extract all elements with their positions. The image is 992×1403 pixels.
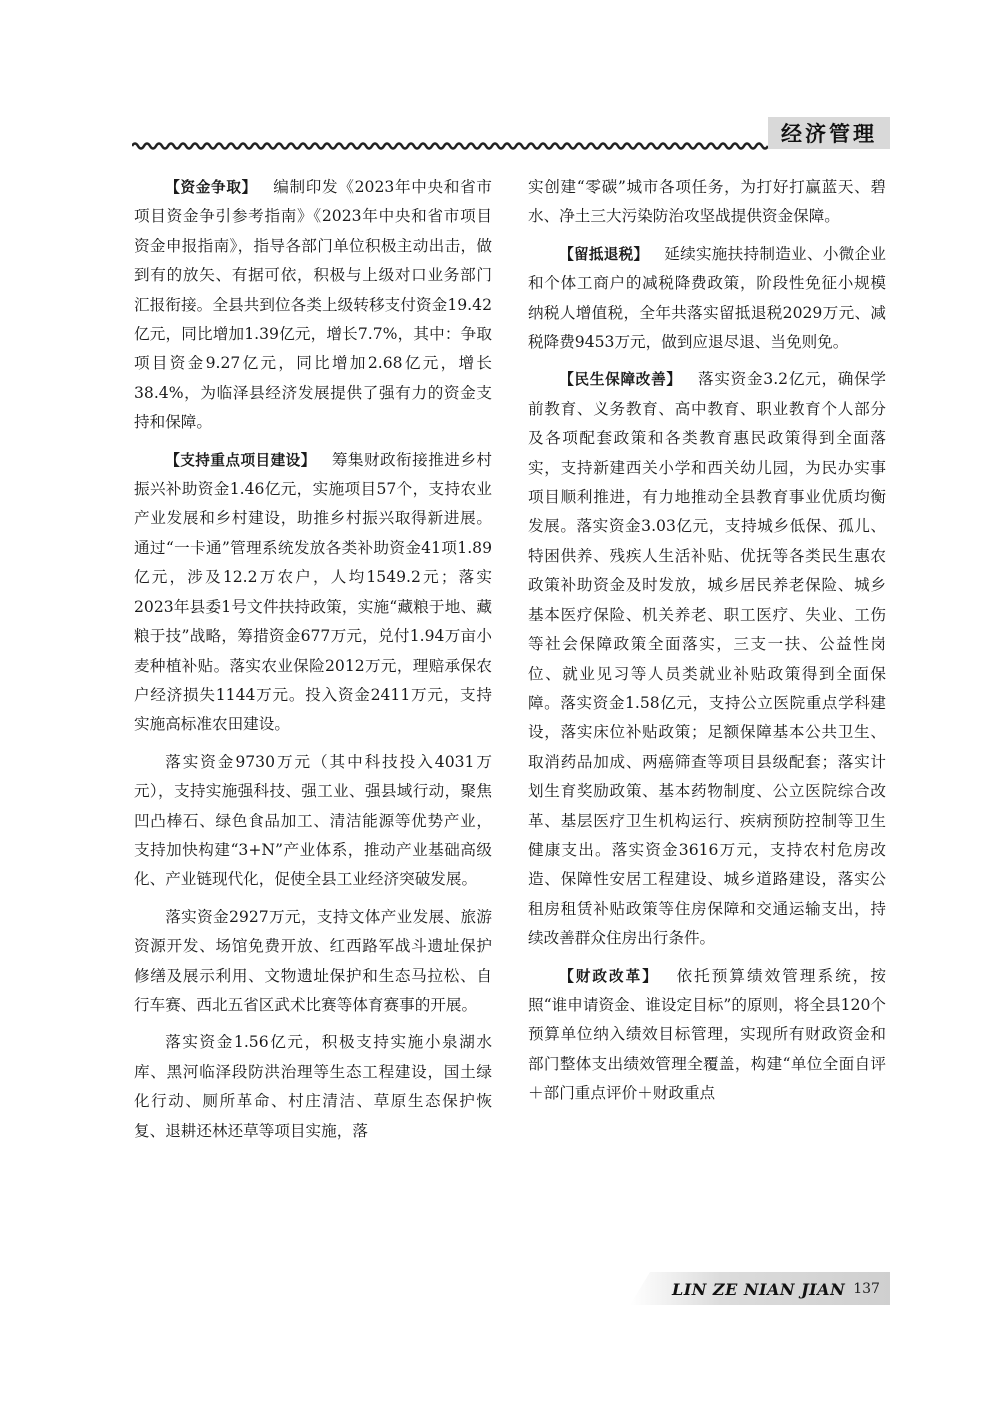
paragraph-text: 延续实施扶持制造业、小微企业和个体工商户的减税降费政策，阶段性免征小规模纳税人增值税，全年共落实留抵退税2029万元、减税降费9453万元，做到应退尽退、当免则免。 <box>528 244 886 352</box>
paragraph-culture <box>134 903 492 1021</box>
footer-brand: LIN ZE NIAN JIAN <box>672 1279 846 1299</box>
paragraph-livelihood <box>528 365 886 953</box>
paragraph-ecology-continued <box>528 173 886 232</box>
paragraph-funding <box>134 173 492 438</box>
page-number: 137 <box>853 1281 880 1297</box>
paragraph-tax-refund <box>528 240 886 358</box>
paragraph-text: 筹集财政衔接推进乡村振兴补助资金1.46亿元，实施项目57个，支持农业产业发展和乡村建设，助推乡村振兴取得新进展。通过“一卡通”管理系统发放各类补助资金41项1.89亿元，涉及12.2万农户，人均1549.2元；落实2023年县委1号文件扶持政策，实施“藏粮于地、藏粮于技”战略，筹措资金677万元，兑付1.94万亩小麦种植补贴。落实农业保险2012万元，理赔承保农户经济损失1144万元。投入资金2411万元，支持实施高标准农田建设。 <box>134 450 492 734</box>
paragraph-text: 落实资金9730万元（其中科技投入4031万元），支持实施强科技、强工业、强县域行动，聚焦凹凸棒石、绿色食品加工、清洁能源等优势产业，支持加快构建“3+N”产业体系，推动产业基础高级化、产业链现代化，促使全县工业经济突破发展。 <box>134 752 492 889</box>
paragraph-text: 落实资金1.56亿元，积极支持实施小泉湖水库、黑河临泽段防洪治理等生态工程建设，国土绿化行动、厕所革命、村庄清洁、草原生态保护恢复、退耕还林还草等项目实施，落 <box>134 1033 492 1140</box>
section-tag <box>768 117 890 149</box>
paragraph-fiscal-reform <box>528 962 886 1109</box>
paragraph-industry <box>134 748 492 895</box>
header-wave-rule <box>132 138 768 154</box>
paragraph-text: 落实资金2927万元，支持文体产业发展、旅游资源开发、场馆免费开放、红西路军战斗遗址保护修缮及展示利用、文物遗址保护和生态马拉松、自行车赛、西北五省区武术比赛等体育赛事的开展。 <box>134 907 492 1014</box>
paragraph-ecology <box>134 1028 492 1146</box>
paragraph-keyword: 【资金争取】 <box>165 179 257 196</box>
paragraph-text: 依托预算绩效管理系统，按照“谁申请资金、谁设定目标”的原则，将全县120个预算单位纳入绩效目标管理，实现所有财政资金和部门整体支出绩效管理全覆盖，构建“单位全面自评＋部门重点评价＋财政重点 <box>528 966 886 1103</box>
paragraph-keyword: 【民生保障改善】 <box>559 371 682 389</box>
paragraph-text: 编制印发《2023年中央和省市项目资金争引参考指南》《2023年中央和省市项目资金申报指南》，指导各部门单位积极主动出击，做到有的放矢、有据可依，积极与上级对口业务部门汇报衔接。全县共到位各类上级转移支付资金19.42亿元，同比增加1.39亿元，增长7.7%，其中：争取项目资金9.27亿元，同比增加2.68亿元，增长38.4%，为临泽县经济发展提供了强有力的资金支持和保障。 <box>134 178 492 432</box>
paragraph-text: 实创建“零碳”城市各项任务，为打好打赢蓝天、碧水、净土三大污染防治攻坚战提供资金保障。 <box>528 178 886 226</box>
paragraph-text: 落实资金3.2亿元，确保学前教育、义务教育、高中教育、职业教育个人部分及各项配套政策和各类教育惠民政策得到全面落实，支持新建西关小学和西关幼儿园，为民办实事项目顺利推进，有力地推动全县教育事业优质均衡发展。落实资金3.03亿元，支持城乡低保、孤儿、特困供养、残疾人生活补贴、优抚等各类民生惠农政策补助资金及时发放，城乡居民养老保险、城乡基本医疗保险、机关养老、职工医疗、失业、工伤等社会保障政策全面落实，三支一扶、公益性岗位、就业见习等人员类就业补贴政策得到全面保障。落实资金1.58亿元，支持公立医院重点学科建设，落实床位补贴政策；足额保障基本公共卫生、取消药品加成、两癌筛查等项目县级配套；落实计划生育奖励政策、基本药物制度、公立医院综合改革、基层医疗卫生机构运行、疾病预防控制等卫生健康支出。落实资金3616万元，支持农村危房改造、保障性安居工程建设、城乡道路建设，落实公租房租赁补贴政策等住房保障和交通运输支出，持续改善群众住房出行条件。 <box>528 370 886 948</box>
right-column <box>528 173 886 1109</box>
section-title: 经济管理 <box>781 122 877 146</box>
paragraph-keyword: 【留抵退税】 <box>559 245 649 263</box>
paragraph-keyword: 【支持重点项目建设】 <box>165 451 316 469</box>
left-column <box>134 173 492 1146</box>
running-footer <box>672 1277 880 1301</box>
paragraph-key-projects <box>134 446 492 740</box>
paragraph-keyword: 【财政改革】 <box>559 967 659 985</box>
